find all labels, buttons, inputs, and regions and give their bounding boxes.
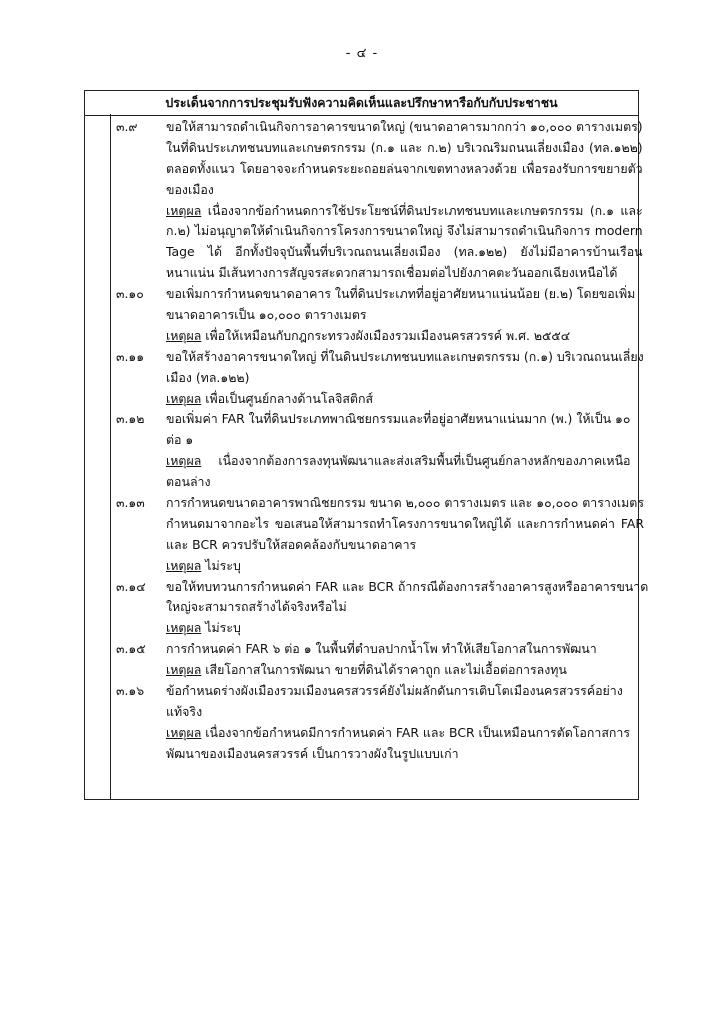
issue-item (116, 117, 643, 284)
reason-text: ก.๒) ไม่อนุญาตให้ดำเนินกิจการโครงการขนาดใหญ่ จึงไม่สามารถดำเนินกิจการ modern (166, 223, 643, 239)
issue-list (116, 117, 649, 765)
reason-text: Tage ได้ อีกทั้งปัจจุบันพื้นที่บริเวณถนนเลี่ยงเมือง (ทล.๑๒๒) ยังไม่มีอาคารบ้านเรือน (166, 244, 643, 260)
issue-text-line: ของเมือง (166, 181, 214, 197)
issue-text-line: ขอให้สร้างอาคารขนาดใหญ่ ที่ในดินประเภทชนบทและเกษตรกรรม (ก.๑) บริเวณถนนเลี่ยง (166, 348, 644, 364)
reason-text-line (166, 263, 643, 284)
issue-item (116, 639, 630, 681)
reason-text: ไม่ระบุ (205, 557, 241, 573)
reason-label: เหตุผล (166, 662, 202, 678)
issue-text-line: ตลอดทั้งแนว โดยอาจจะกำหนดระยะถอยล่นจากเขตทางหลวงด้วย เพื่อรองรับการขยายตัว (166, 160, 643, 176)
issue-body (166, 639, 630, 681)
column-divider (110, 114, 111, 799)
issue-text-line: ขอเพิ่มการกำหนดขนาดอาคาร ในที่ดินประเภทที่อยู่อาศัยหนาแน่นน้อย (ย.๒) โดยขอเพิ่ม (166, 286, 636, 302)
issue-text-line: ต่อ ๑ (166, 432, 194, 448)
issue-number: ๓.๑๑ (116, 348, 145, 364)
hearing-issues-table (84, 90, 649, 800)
issue-body (166, 409, 630, 493)
issue-body (166, 577, 648, 640)
reason-label: เหตุผล (166, 453, 202, 469)
reason-text: เนื่องจากต้องการลงทุนพัฒนาและส่งเสริมพื้นที่เป็นศูนย์กลางหลักของภาคเหนือ (218, 453, 631, 469)
issue-number: ๓.๑๖ (116, 683, 145, 699)
reason-text: ไม่ระบุ (205, 620, 241, 636)
reason-text: เพื่อเป็นศูนย์กลางด้านโลจิสติกส์ (205, 390, 374, 406)
issue-text-line: กำหนดมาจากอะไร ขอเสนอให้สามารถทำโครงการขนาดใหญ่ได้ และการกำหนดค่า FAR (166, 515, 644, 531)
issue-body (166, 347, 644, 410)
reason-text-line (166, 242, 643, 263)
issue-body (166, 681, 630, 765)
reason-text-line (166, 660, 630, 681)
reason-text: เนื่องจากข้อกำหนดมีการกำหนดค่า FAR และ BCR เป็นเหมือนการตัดโอกาสการ (205, 724, 631, 740)
issue-item (116, 284, 636, 347)
reason-text-line (166, 723, 630, 744)
reason-text-line (166, 389, 644, 410)
issue-text-line: ขอให้ทบทวนการกำหนดค่า FAR และ BCR ถ้ากรณีต้องการสร้างอาคารสูงหรืออาคารขนาด (166, 578, 649, 594)
reason-text-line (166, 221, 643, 242)
issue-body (166, 493, 644, 577)
reason-text-line (166, 326, 635, 347)
reason-text-line (166, 556, 644, 577)
issue-text-line: ขอให้สามารถดำเนินกิจการอาคารขนาดใหญ่ (ขนาดอาคารมากกว่า ๑๐,๐๐๐ ตารางเมตร) (166, 119, 643, 134)
issue-text-line: ใหญ่จะสามารถสร้างได้จริงหรือไม่ (166, 599, 347, 615)
issue-text-line: แท้จริง (166, 703, 203, 719)
reason-label: เหตุผล (166, 202, 202, 218)
reason-text: หนาแน่น มีเส้นทางการสัญจรสะดวกสามารถเชื่อมต่อไปยังภาคตะวันออกเฉียงเหนือได้ (166, 265, 618, 281)
reason-label: เหตุผล (166, 620, 202, 636)
reason-text-line (166, 618, 648, 639)
issue-number: ๓.๑๐ (116, 286, 144, 302)
table-header: ประเด็นจากการประชุมรับฟังความคิดเห็นและปรึกษาหารือกับกับประชาชน (85, 90, 638, 116)
reason-label: เหตุผล (166, 390, 202, 406)
issue-body (166, 284, 635, 347)
reason-text-line (166, 201, 643, 222)
reason-label: เหตุผล (166, 557, 202, 573)
issue-text-line: เมือง (ทล.๑๒๒) (166, 369, 250, 385)
reason-text: พัฒนาของเมืองนครสวรรค์ เป็นการวางผังในรูปแบบเก่า (166, 745, 459, 761)
issue-item (116, 347, 644, 410)
issue-text-line: การกำหนดค่า FAR ๖ ต่อ ๑ ในพื้นที่ตำบลปากน้ำโพ ทำให้เสียโอกาสในการพัฒนา (166, 641, 597, 657)
reason-text-line (166, 472, 630, 493)
issue-item (116, 681, 630, 765)
reason-text: เนื่องจากข้อกำหนดการใช้ประโยชน์ที่ดินประเภทชนบทและเกษตรกรรม (ก.๑ และ (207, 202, 643, 218)
reason-text-line (166, 744, 630, 765)
issue-text-line: ขนาดอาคารเป็น ๑๐,๐๐๐ ตารางเมตร (166, 307, 367, 323)
issue-text-line: การกำหนดขนาดอาคารพาณิชยกรรม ขนาด ๒,๐๐๐ ตารางเมตร และ ๑๐,๐๐๐ ตารางเมตร (166, 495, 644, 511)
page-number: - ๔ - (345, 46, 379, 61)
issue-text-line: ในที่ดินประเภทชนบทและเกษตรกรรม (ก.๑ และ ก.๒) บริเวณริมถนนเลี่ยงเมือง (ทล.๑๒๒) (166, 139, 643, 155)
issue-number: ๓.๑๒ (116, 411, 145, 427)
issue-text-line: ข้อกำหนดร่างผังเมืองรวมเมืองนครสวรรค์ยังไม่ผลักดันการเติบโตเมืองนครสวรรค์อย่าง (166, 683, 623, 699)
reason-text-line (166, 451, 630, 472)
reason-label: เหตุผล (166, 724, 202, 740)
issue-number: ๓.๙ (116, 119, 138, 134)
issue-text-line: ขอเพิ่มค่า FAR ในที่ดินประเภทพาณิชยกรรมและที่อยู่อาศัยหนาแน่นมาก (พ.) ให้เป็น ๑๐ (166, 411, 631, 427)
issue-item (116, 409, 630, 493)
reason-label: เหตุผล (166, 327, 202, 343)
issue-body (166, 117, 643, 284)
issue-number: ๓.๑๓ (116, 495, 145, 511)
reason-text: เพื่อให้เหมือนกับกฎกระทรวงผังเมืองรวมเมืองนครสวรรค์ พ.ศ. ๒๕๕๔ (205, 327, 571, 343)
issue-text-line: และ BCR ควรปรับให้สอดคล้องกับขนาดอาคาร (166, 536, 417, 552)
issue-item (116, 493, 644, 577)
issue-number: ๓.๑๕ (116, 641, 146, 657)
reason-text: เสียโอกาสในการพัฒนา ขายที่ดินได้ราคาถูก และไม่เอื้อต่อการลงทุน (205, 662, 567, 678)
issue-number: ๓.๑๔ (116, 578, 146, 594)
issue-item (116, 577, 649, 640)
reason-text: ตอนล่าง (166, 474, 211, 490)
